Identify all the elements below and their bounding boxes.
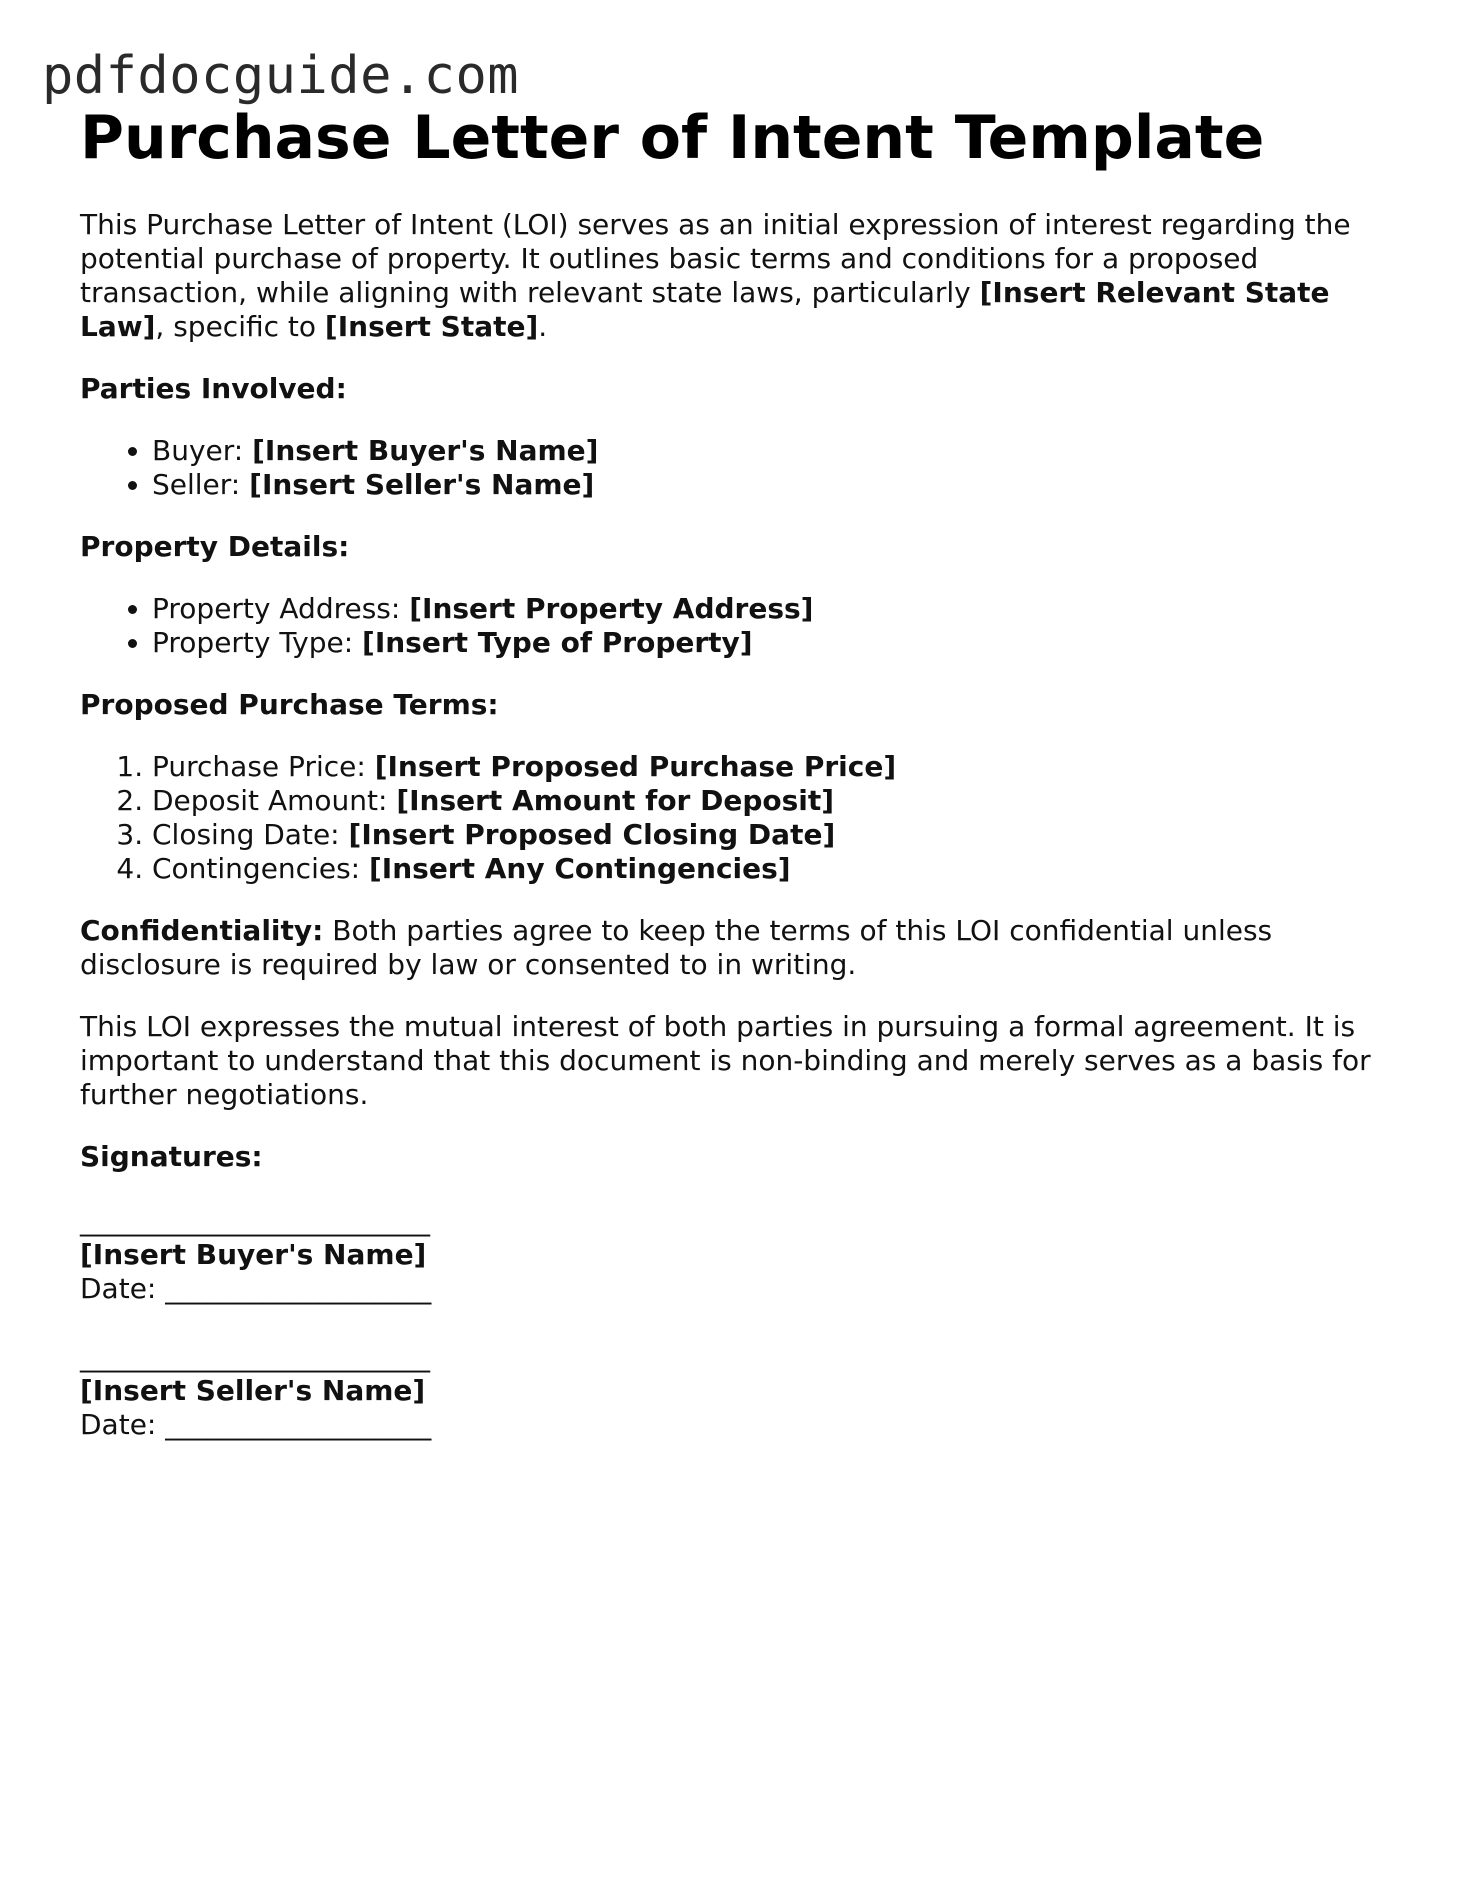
site-watermark: pdfdocguide.com bbox=[42, 46, 520, 106]
closing-date-placeholder: [Insert Proposed Closing Date] bbox=[348, 818, 836, 851]
property-heading: Property Details: bbox=[80, 530, 350, 563]
property-address-label: Property Address: bbox=[152, 592, 410, 625]
purchase-price-placeholder: [Insert Proposed Purchase Price] bbox=[374, 750, 897, 783]
parties-heading: Parties Involved: bbox=[80, 372, 347, 405]
purchase-price-label: Purchase Price: bbox=[152, 750, 375, 783]
property-list bbox=[80, 592, 1400, 660]
seller-date-line[interactable]: ___________________ bbox=[165, 1408, 432, 1441]
buyer-signature-block bbox=[80, 1204, 1400, 1306]
list-item bbox=[152, 750, 1400, 784]
seller-date-row bbox=[80, 1408, 1400, 1442]
intro-paragraph bbox=[80, 208, 1400, 344]
document-body bbox=[80, 100, 1400, 1442]
confidentiality-label: Confidentiality: bbox=[80, 914, 324, 947]
seller-signature-block bbox=[80, 1340, 1400, 1442]
property-type-label: Property Type: bbox=[152, 626, 363, 659]
seller-signature-line[interactable]: _________________________ bbox=[80, 1340, 430, 1373]
deposit-amount-placeholder: [Insert Amount for Deposit] bbox=[396, 784, 835, 817]
buyer-date-label: Date: bbox=[80, 1272, 166, 1305]
buyer-name-placeholder: [Insert Buyer's Name] bbox=[252, 434, 599, 467]
list-item bbox=[152, 592, 1400, 626]
deposit-amount-label: Deposit Amount: bbox=[152, 784, 397, 817]
buyer-signature-line[interactable]: _________________________ bbox=[80, 1204, 430, 1237]
parties-list bbox=[80, 434, 1400, 502]
list-item bbox=[152, 852, 1400, 886]
closing-paragraph: This LOI expresses the mutual interest of both parties in pursuing a formal agreement. It is important to understand that this document is non-binding and merely serves as a basis for further negotiations. bbox=[80, 1010, 1371, 1111]
property-address-placeholder: [Insert Property Address] bbox=[409, 592, 814, 625]
seller-label: Seller: bbox=[152, 468, 250, 501]
closing-date-label: Closing Date: bbox=[152, 818, 349, 851]
seller-name-placeholder: [Insert Seller's Name] bbox=[249, 468, 595, 501]
intro-text-middle: , specific to bbox=[155, 310, 325, 343]
contingencies-placeholder: [Insert Any Contingencies] bbox=[369, 852, 791, 885]
contingencies-label: Contingencies: bbox=[152, 852, 369, 885]
confidentiality-paragraph bbox=[80, 914, 1400, 982]
intro-text-after: . bbox=[538, 310, 548, 343]
list-item bbox=[152, 818, 1400, 852]
buyer-label: Buyer: bbox=[152, 434, 253, 467]
confidentiality-text: Both parties agree to keep the terms of this LOI confidential unless disclosure is required by law or consented to in writing. bbox=[80, 914, 1273, 981]
state-law-placeholder: [Insert Relevant State Law] bbox=[80, 276, 1330, 343]
seller-signature-name: [Insert Seller's Name] bbox=[80, 1374, 426, 1407]
list-item bbox=[152, 434, 1400, 468]
seller-date-label: Date: bbox=[80, 1408, 166, 1441]
intro-text-before: This Purchase Letter of Intent (LOI) serves as an initial expression of interest regarding the potential purchase of property. It outlines basic terms and conditions for a proposed transaction, while aligning with relevant state laws, particularly bbox=[80, 208, 1351, 309]
state-placeholder: [Insert State] bbox=[324, 310, 539, 343]
page-title: Purchase Letter of Intent Template bbox=[80, 103, 1265, 173]
property-type-placeholder: [Insert Type of Property] bbox=[362, 626, 753, 659]
list-item bbox=[152, 626, 1400, 660]
list-item bbox=[152, 784, 1400, 818]
buyer-date-line[interactable]: ___________________ bbox=[165, 1272, 432, 1305]
terms-heading: Proposed Purchase Terms: bbox=[80, 688, 499, 721]
list-item bbox=[152, 468, 1400, 502]
terms-list bbox=[80, 750, 1400, 886]
buyer-date-row bbox=[80, 1272, 1400, 1306]
buyer-signature-name: [Insert Buyer's Name] bbox=[80, 1238, 427, 1271]
signatures-heading: Signatures: bbox=[80, 1140, 263, 1173]
